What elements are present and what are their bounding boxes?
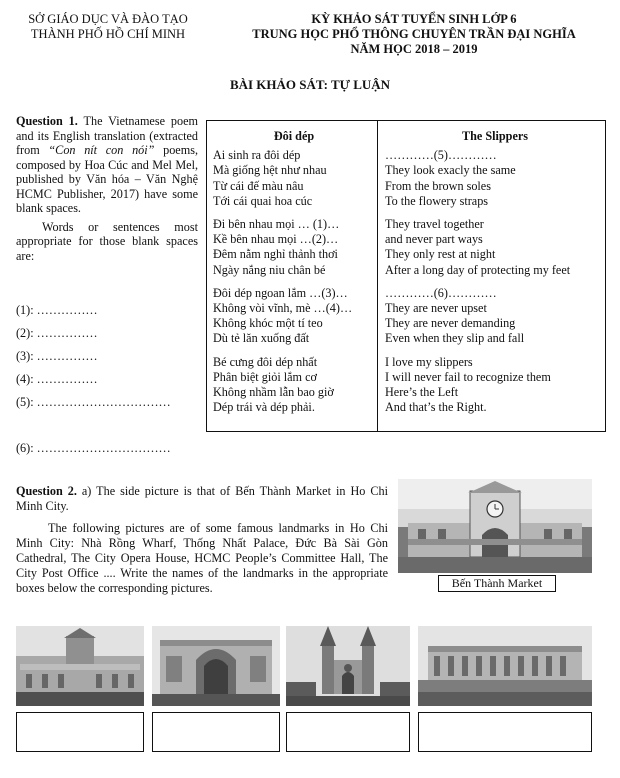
answer-blank-6[interactable]: (6): …………………………… bbox=[16, 441, 171, 455]
poem-line: …………(5)………… bbox=[385, 148, 497, 163]
header-left-line-1: SỞ GIÁO DỤC VÀ ĐÀO TẠO bbox=[28, 12, 188, 26]
question-1-text-part1: The Vietnamese poem and its English translation (extracted from bbox=[16, 114, 198, 157]
section-title: BÀI KHẢO SÁT: TỰ LUẬN bbox=[229, 77, 391, 92]
poem-line: Even when they slip and fall bbox=[385, 331, 525, 346]
answer-blank-3[interactable]: (3): …………… bbox=[16, 349, 98, 363]
poem-stanza bbox=[385, 355, 605, 416]
poem-stanza bbox=[213, 286, 375, 347]
poem-stanza bbox=[385, 217, 605, 278]
question-1-quote: “Con nít con nói” bbox=[48, 143, 155, 157]
question-2-text-a: a) The side picture is that of Bến Thành Market in Ho Chi Minh City. bbox=[16, 484, 388, 513]
ben-thanh-market-photo bbox=[398, 479, 592, 573]
landmark-photo-3 bbox=[286, 626, 410, 706]
poem-title-vietnamese: Đôi dép bbox=[273, 129, 315, 143]
answer-blank-2[interactable]: (2): …………… bbox=[16, 326, 98, 340]
poem-line: And that’s the Right. bbox=[385, 400, 487, 415]
poem-line: They only rest at night bbox=[385, 247, 496, 262]
header-right bbox=[214, 12, 614, 57]
landmark-answer-box-2[interactable] bbox=[152, 712, 280, 752]
poem-column-vietnamese bbox=[213, 129, 375, 423]
poem-line: Đi bên nhau mọi … (1)… bbox=[213, 217, 340, 232]
poem-line: Tới cái quai hoa cúc bbox=[213, 193, 313, 208]
poem-line: Ngày nắng niu chân bé bbox=[213, 262, 326, 277]
poem-table-divider bbox=[377, 121, 378, 431]
answer-blank-1[interactable]: (1): …………… bbox=[16, 303, 98, 317]
poem-line: Không nhầm lẫn bao giờ bbox=[213, 385, 334, 400]
header-right-line-2: TRUNG HỌC PHỔ THÔNG CHUYÊN TRẦN ĐẠI NGHĨA bbox=[252, 27, 576, 41]
landmark-photo-4 bbox=[418, 626, 592, 706]
poem-line: They are never demanding bbox=[385, 316, 516, 331]
question-1-label: Question 1. bbox=[16, 114, 78, 128]
landmark-photo-2 bbox=[152, 626, 280, 706]
poem-line: Không khóc một tí teo bbox=[213, 316, 323, 331]
poem-line: Bé cưng đôi dép nhất bbox=[213, 354, 318, 369]
poem-title-english: The Slippers bbox=[461, 129, 529, 143]
question-2-label: Question 2. bbox=[16, 484, 77, 498]
poem-line: I love my slippers bbox=[385, 354, 473, 369]
poem-line: They look exacly the same bbox=[385, 163, 516, 178]
poem-line: Kề bên nhau mọi …(2)… bbox=[213, 232, 339, 247]
question-1-text-part2: poems, composed by Hoa Cúc and Mel Mel, published by Văn hóa – Văn Nghệ HCMC Publisher, 2017) have some blank spaces. bbox=[16, 143, 198, 215]
poem-line: Đêm nằm nghỉ thảnh thơi bbox=[213, 247, 338, 262]
landmark-answer-box-1[interactable] bbox=[16, 712, 144, 752]
question-2-paragraph-b: The following pictures are of some famous landmarks in Ho Chi Minh City: Nhà Rồng Wharf, Thống Nhất Palace, Đức Bà Sài Gòn Cathedral, The City Opera House, HCMC People’s Committee Hall, The City Post Office .... Write the names of the landmarks in the appropriate boxes below the corresponding pictures. bbox=[16, 521, 388, 595]
poem-line: Here’s the Left bbox=[385, 385, 459, 400]
poem-line: …………(6)………… bbox=[385, 285, 497, 300]
poem-line: Không vòi vĩnh, mè …(4)… bbox=[213, 301, 353, 316]
question-1-text bbox=[16, 114, 198, 263]
poem-line: They travel together bbox=[385, 217, 484, 232]
header-right-line-1: KỲ KHẢO SÁT TUYỂN SINH LỚP 6 bbox=[311, 12, 517, 26]
answer-blank-5[interactable]: (5): …………………………… bbox=[16, 395, 171, 409]
landmark-answer-box-3[interactable] bbox=[286, 712, 410, 752]
poem-line: Dù tẻ lăn xuống đất bbox=[213, 331, 310, 346]
poem-stanza bbox=[213, 355, 375, 416]
poem-line: Ai sinh ra đôi dép bbox=[213, 148, 301, 163]
poem-table bbox=[206, 120, 606, 432]
question-2-text bbox=[16, 484, 388, 596]
answer-blank-4[interactable]: (4): …………… bbox=[16, 372, 98, 386]
poem-line: Phân biệt giỏi lắm cơ bbox=[213, 369, 317, 384]
poem-stanza bbox=[213, 217, 375, 278]
poem-line: To the flowery straps bbox=[385, 193, 489, 208]
poem-line: I will never fail to recognize them bbox=[385, 369, 551, 384]
landmark-photo-1 bbox=[16, 626, 144, 706]
poem-line: After a long day of protecting my feet bbox=[385, 262, 571, 277]
poem-stanza bbox=[385, 286, 605, 347]
poem-line: Đôi dép ngoan lắm …(3)… bbox=[213, 285, 348, 300]
poem-line: and never part ways bbox=[385, 232, 483, 247]
poem-line: Mà giống hệt như nhau bbox=[213, 163, 327, 178]
poem-stanza bbox=[385, 148, 605, 209]
poem-line: They are never upset bbox=[385, 301, 487, 316]
poem-line: From the brown soles bbox=[385, 178, 491, 193]
poem-line: Từ cái đế màu nâu bbox=[213, 178, 304, 193]
header-left bbox=[8, 12, 208, 42]
poem-line: Dép trái và dép phải. bbox=[213, 400, 315, 415]
ben-thanh-market-caption: Bến Thành Market bbox=[438, 575, 556, 592]
poem-column-english bbox=[385, 129, 605, 423]
poem-stanza bbox=[213, 148, 375, 209]
header-right-line-3: NĂM HỌC 2018 – 2019 bbox=[350, 42, 478, 56]
question-1-instruction: Words or sentences most appropriate for those blank spaces are: bbox=[16, 219, 198, 263]
landmark-answer-box-4[interactable] bbox=[418, 712, 592, 752]
question-2-paragraph-a bbox=[16, 484, 388, 514]
question-1-paragraph bbox=[16, 114, 198, 216]
header-left-line-2: THÀNH PHỐ HỒ CHÍ MINH bbox=[30, 27, 186, 41]
